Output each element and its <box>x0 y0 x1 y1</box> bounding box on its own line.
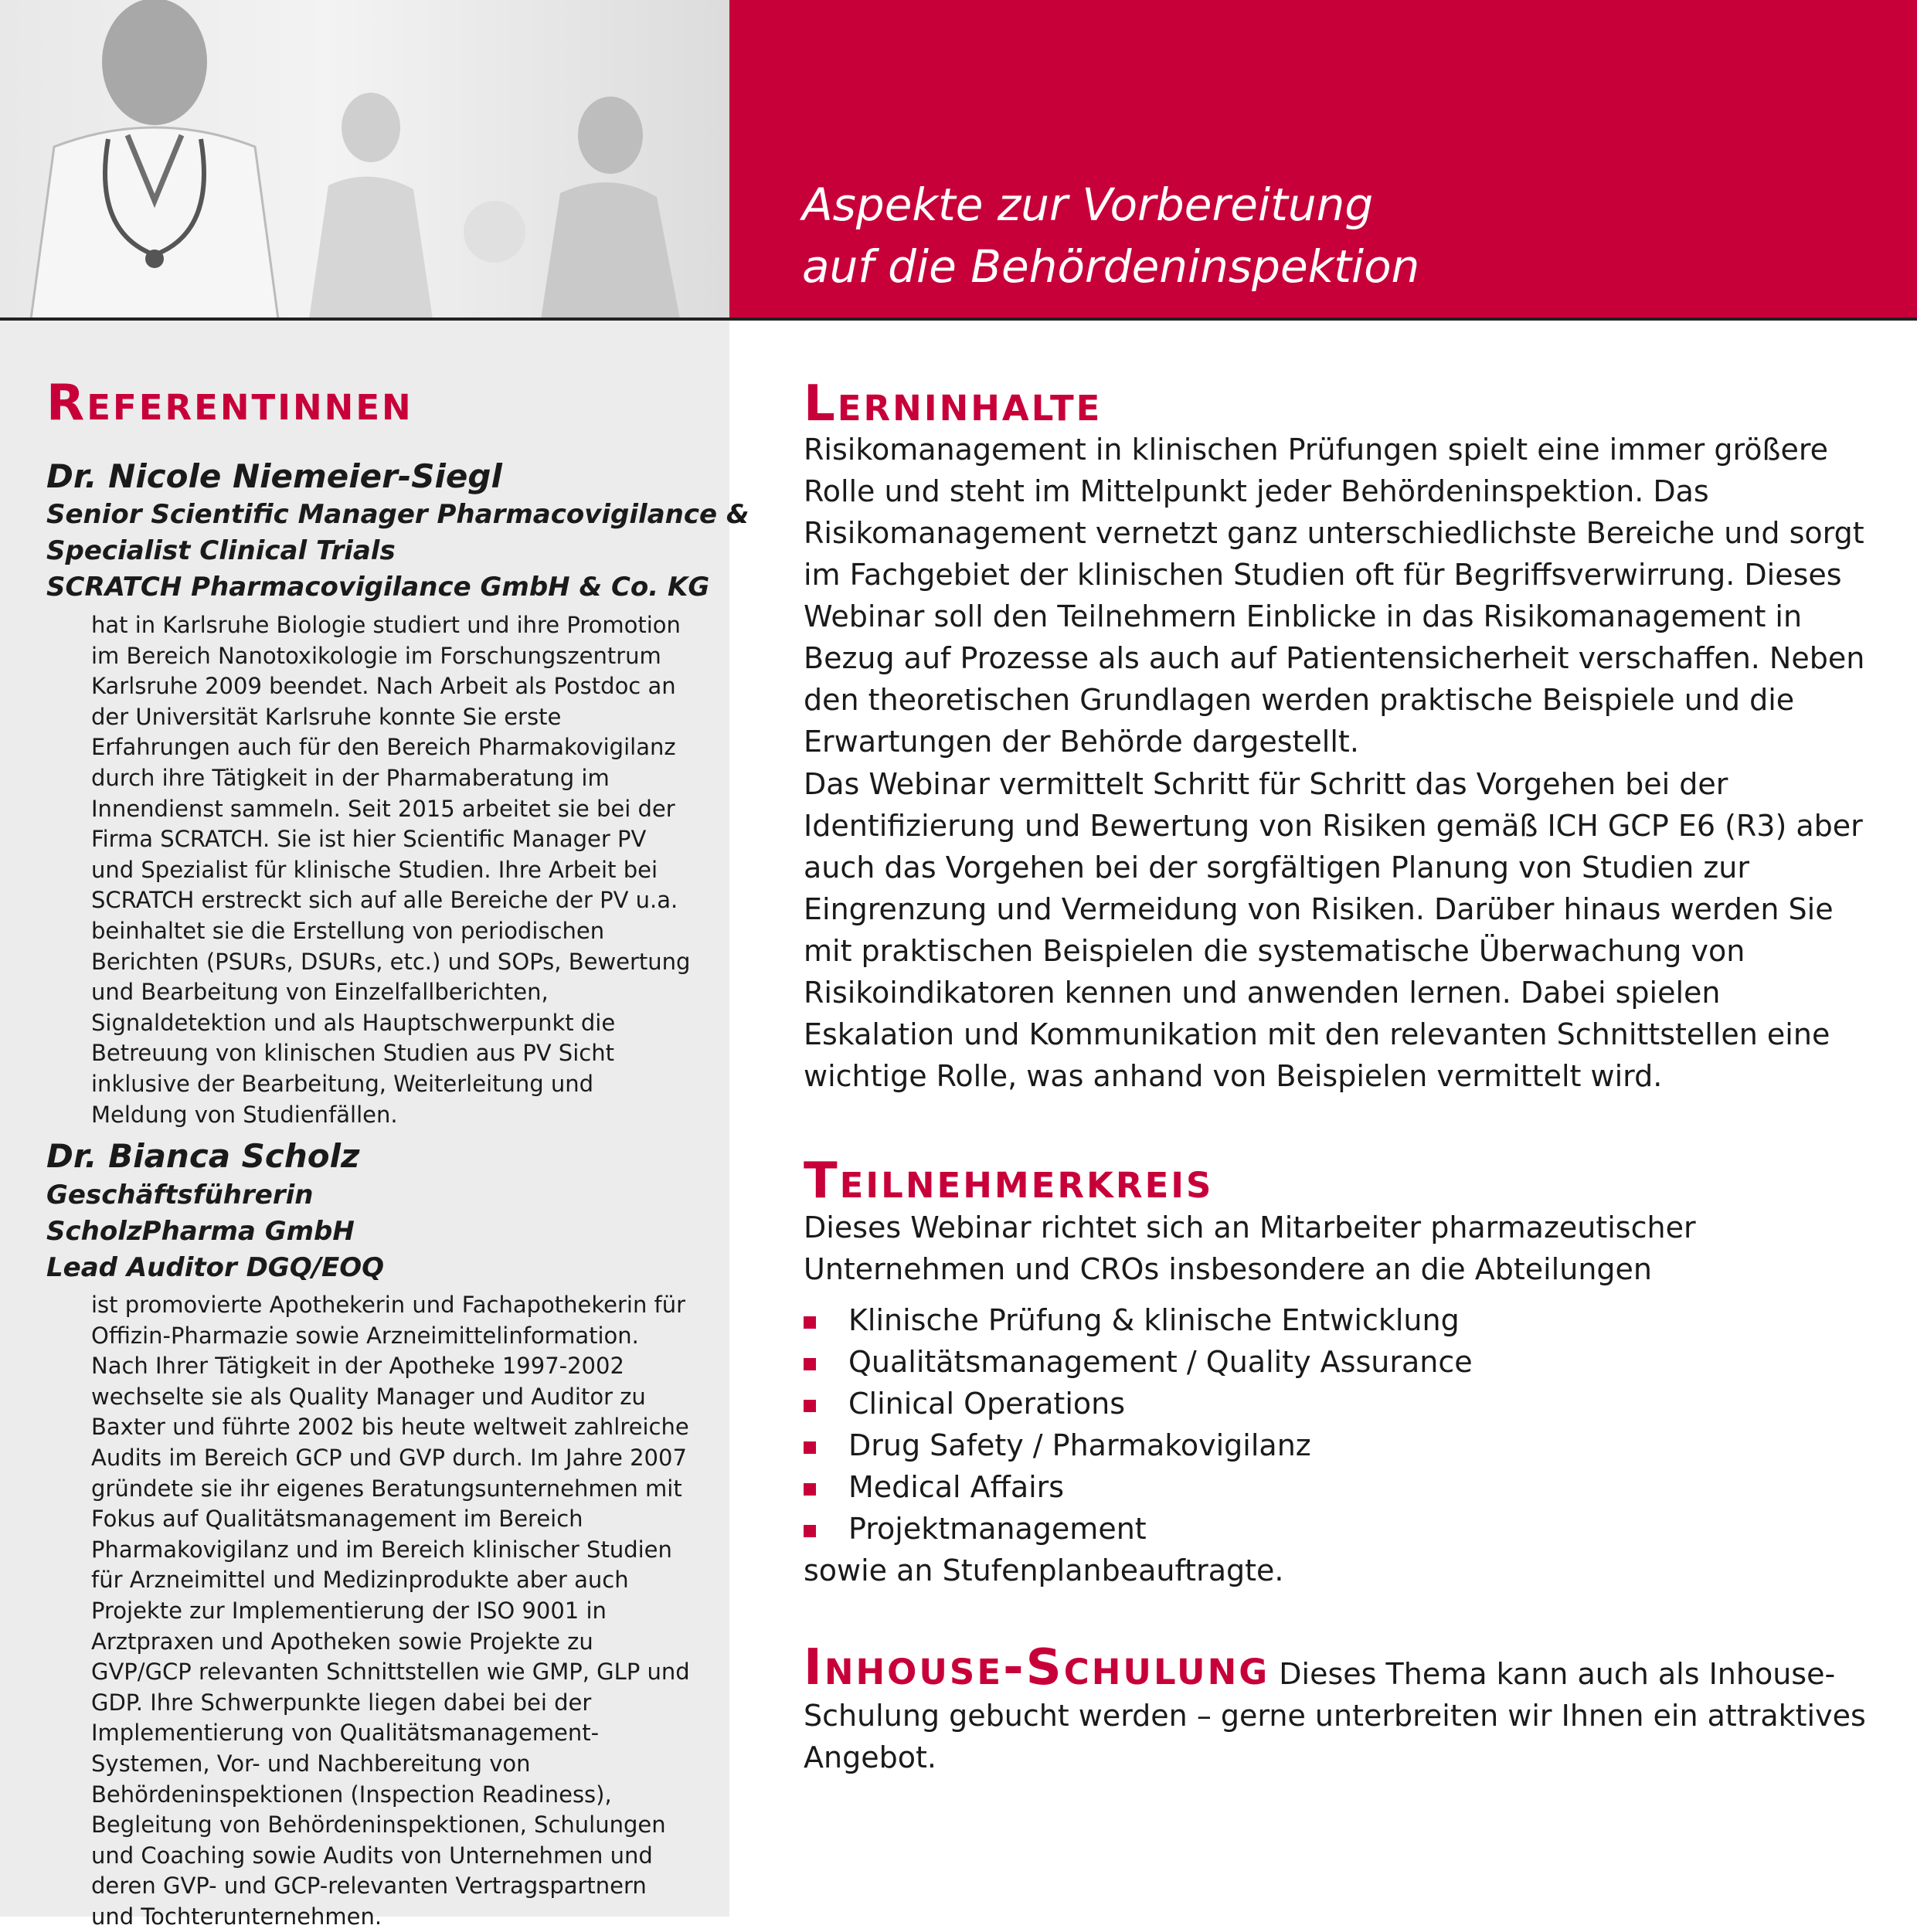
teilnehmerkreis-heading: Teilnehmerkreis <box>804 1153 1214 1210</box>
speaker-2-role-1: Geschäftsführerin <box>46 1180 314 1210</box>
speaker-1-bio: hat in Karlsruhe Biologie studiert und ihre Promotion im Bereich Nanotoxikologie im Forschungszentrum Karlsruhe 2009 beendet. Nach Arbeit als Postdoc an der Universität Karlsruhe konnte Sie erste Erfahrungen auch für den Bereich Pharmakovigilanz durch ihre Tätigkeit in der Pharmaberatung im Innendienst sammeln. Seit 2015 arbeitet sie bei der Firma SCRATCH. Sie ist hier Scientific Manager PV und Spezialist für klinische Studien. Ihre Arbeit bei SCRATCH erstreckt sich auf alle Bereiche der PV u.a. beinhaltet sie die Erstellung von periodischen Berichten (PSURs, DSURs, etc.) und SOPs, Bewertung und Bearbeitung von Einzelfallberichten, Signaldetektion und als Hauptschwerpunkt die Betreuung von klinischen Studien aus PV Sicht inklusive der Bearbeitung, Weiterleitung und Meldung von Studienfällen. <box>91 612 691 1128</box>
speaker-1-name: Dr. Nicole Niemeier-Siegl <box>46 457 502 495</box>
list-item: Clinical Operations <box>804 1383 1125 1424</box>
speaker-1-company: SCRATCH Pharmacovigilance GmbH & Co. KG <box>46 572 710 603</box>
list-item: Drug Safety / Pharmakovigilanz <box>804 1424 1311 1466</box>
document-title <box>802 174 1419 297</box>
lerninhalte-paragraph-2: Das Webinar vermittelt Schritt für Schritt das Vorgehen bei der Identifizierung und Bewertung von Risiken gemäß ICH GCP E6 (R3) aber auch das Vorgehen bei der sorgfältigen Planung von Studien zur Eingrenzung und Vermeidung von Risiken. Darüber hinaus werden Sie mit praktischen Beispielen die systematische Überwachung von Risikoindikatoren kennen und anwenden lernen. Dabei spielen Eskalation und Kommunikation mit den relevanten Schnittstellen eine wichtige Rolle, was anhand von Beispielen vermittelt wird. <box>804 767 1863 1093</box>
referentinnen-heading: Referentinnen <box>46 375 413 432</box>
lerninhalte-heading: Lerninhalte <box>804 375 1103 433</box>
doctors-photo-illustration <box>0 0 729 319</box>
bullet-square-icon <box>804 1483 816 1496</box>
speaker-2-name: Dr. Bianca Scholz <box>46 1137 360 1175</box>
speaker-2-bio: ist promovierte Apothekerin und Fachapothekerin für Offizin-Pharmazie sowie Arzneimittelinformation. Nach Ihrer Tätigkeit in der Apotheke 1997-2002 wechselte sie als Quality Manager und Auditor zu Baxter und führte 2002 bis heute weltweit zahlreiche Audits im Bereich GCP und GVP durch. Im Jahre 2007 gründete sie ihr eigenes Beratungsunternehmen mit Fokus auf Qualitätsmanagement im Bereich Pharmakovigilanz und im Bereich klinischer Studien für Arzneimittel und Medizinprodukte aber auch Projekte zur Implementierung der ISO 9001 in Arztpraxen und Apotheken sowie Projekte zu GVP/GCP relevanten Schnittstellen wie GMP, GLP und GDP. Ihre Schwerpunkte liegen dabei bei der Implementierung von Qualitätsmanagement-Systemen, Vor- und Nachbereitung von Behördeninspektionen (Inspection Readiness), Begleitung von Behördeninspektionen, Schulungen und Coaching sowie Audits von Unternehmen und deren GVP- und GCP-relevanten Vertragspartnern und Tochterunternehmen. <box>91 1292 690 1930</box>
teilnehmerkreis-outro: sowie an Stufenplanbeauftragte. <box>804 1553 1284 1587</box>
bullet-square-icon <box>804 1525 816 1537</box>
inhouse-section <box>804 1639 1878 1778</box>
speaker-1-role-1: Senior Scientific Manager Pharmacovigilance & <box>46 499 749 530</box>
title-line-2: auf die Behördeninspektion <box>802 240 1420 293</box>
speaker-1-role-2: Specialist Clinical Trials <box>46 535 396 566</box>
bullet-square-icon <box>804 1400 816 1412</box>
list-item: Qualitätsmanagement / Quality Assurance <box>804 1341 1473 1383</box>
list-item: Projektmanagement <box>804 1508 1147 1550</box>
teilnehmerkreis-intro: Dieses Webinar richtet sich an Mitarbeiter pharmazeutischer Unternehmen und CROs insbesondere an die Abteilungen <box>804 1210 1696 1286</box>
speaker-2-role-3: Lead Auditor DGQ/EOQ <box>46 1252 385 1283</box>
speaker-2-role-2: ScholzPharma GmbH <box>46 1216 355 1247</box>
list-item: Medical Affairs <box>804 1466 1064 1508</box>
title-line-1: Aspekte zur Vorbereitung <box>802 178 1374 231</box>
bullet-square-icon <box>804 1358 816 1370</box>
list-item: Klinische Prüfung & klinische Entwicklung <box>804 1299 1460 1341</box>
bullet-square-icon <box>804 1316 816 1329</box>
inhouse-heading: Inhouse-Schulung <box>804 1639 1270 1696</box>
lerninhalte-paragraph-1: Risikomanagement in klinischen Prüfungen spielt eine immer größere Rolle und steht im Mittelpunkt jeder Behördeninspektion. Das Risikomanagement vernetzt ganz unterschiedlichste Bereiche und sorgt im Fachgebiet der klinischen Studien oft für Begriffsverwirrung. Dieses Webinar soll den Teilnehmern Einblicke in das Risikomanagement in Bezug auf Prozesse als auch auf Patientensicherheit verschaffen. Neben den theoretischen Grundlagen werden praktische Beispiele und die Erwartungen der Behörde dargestellt. <box>804 433 1865 759</box>
header-photo <box>0 0 729 319</box>
inhouse-text: Dieses Thema kann auch als Inhouse-Schulung gebucht werden – gerne unterbreiten wir Ihnen ein attraktives Angebot. <box>804 1657 1866 1774</box>
bullet-square-icon <box>804 1441 816 1454</box>
